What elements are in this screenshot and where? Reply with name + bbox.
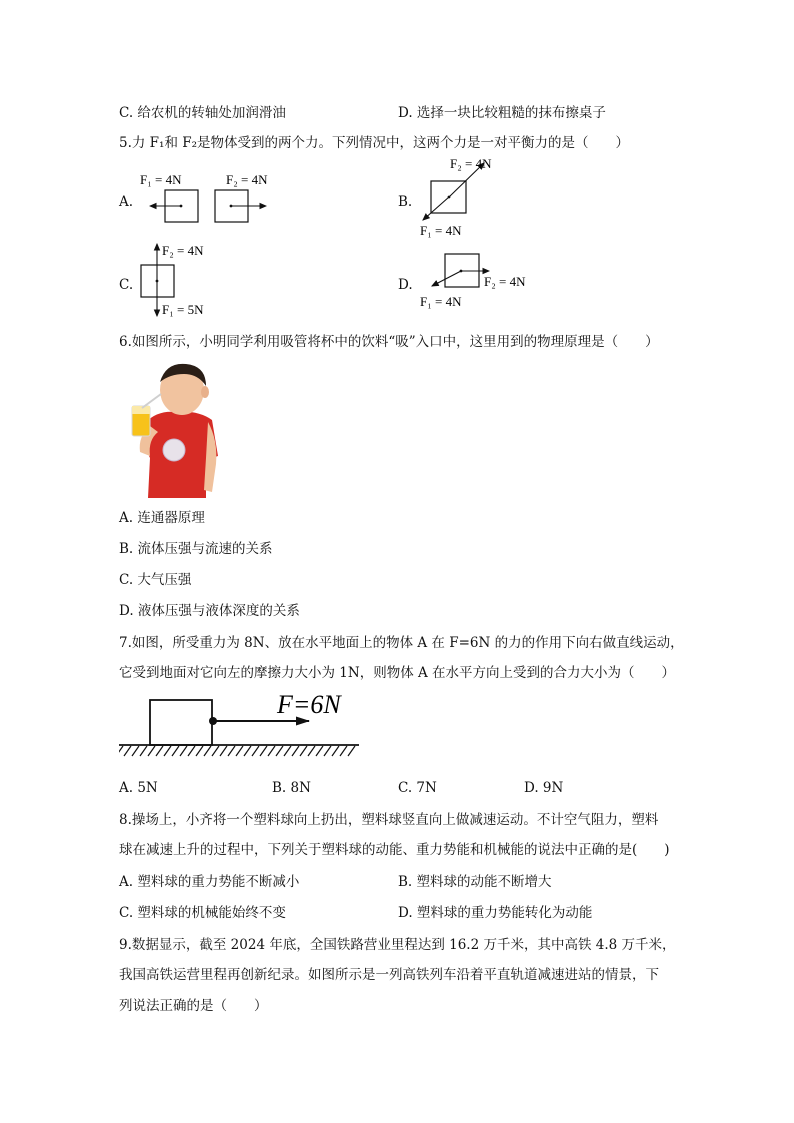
q5a-f1-label: F₁ = 4N (140, 172, 182, 187)
q5d-f2-label: F₂ = 4N (484, 274, 526, 289)
q5a-f2-label: F₂ = 4N (226, 172, 268, 187)
boy-drinking-juice-image (128, 360, 222, 500)
q7-stem-line2: 它受到地面对它向左的摩擦力大小为 1N，则物体 A 在水平方向上受到的合力大小为（ ） (119, 665, 676, 681)
q8-option-c: C. 塑料球的机械能始终不变 (119, 905, 286, 921)
q8-option-d: D. 塑料球的重力势能转化为动能 (398, 905, 593, 921)
q5b-f2-label: F₂ = 4N (450, 156, 492, 171)
q6-option-a: A. 连通器原理 (119, 510, 205, 526)
q8-stem-line2: 球在减速上升的过程中，下列关于塑料球的动能、重力势能和机械能的说法中正确的是( ) (119, 842, 670, 858)
q4-option-d: D. 选择一块比较粗糙的抹布擦桌子 (398, 105, 606, 121)
q5b-f1-label: F₁ = 4N (420, 223, 462, 238)
q5-option-a-letter: A. (119, 194, 134, 210)
q5c-f1-label: F₁ = 5N (162, 302, 204, 317)
q5-option-c-letter: C. (119, 277, 134, 293)
q7-option-a: A. 5N (119, 780, 158, 796)
q7-option-c: C. 7N (398, 780, 437, 796)
q5-option-b-letter: B. (398, 194, 413, 210)
q9-stem-line2: 我国高铁运营里程再创新纪录。如图所示是一列高铁列车沿着平直轨道减速进站的情景，下 (119, 967, 659, 983)
q7-stem-line1: 7.如图，所受重力为 8N、放在水平地面上的物体 A 在 F=6N 的力的作用下向右做直线运动， (119, 635, 684, 651)
q7-block-force-diagram (119, 686, 363, 766)
q5-stem: 5.力 F₁和 F₂是物体受到的两个力。下列情况中，这两个力是一对平衡力的是（ ） (119, 135, 630, 151)
q7-force-label: F=6N (277, 690, 341, 719)
q5-option-b-diagram (414, 154, 524, 240)
q5-option-a-diagram (138, 168, 278, 230)
q7-option-b: B. 8N (272, 780, 311, 796)
q9-stem-line1: 9.数据显示，截至 2024 年底，全国铁路营业里程达到 16.2 万千米，其中高铁 4.8 万千米， (119, 937, 676, 953)
q6-option-c: C. 大气压强 (119, 572, 192, 588)
q7-option-d: D. 9N (524, 780, 564, 796)
q6-option-b: B. 流体压强与流速的关系 (119, 541, 273, 557)
q5-option-d-diagram (414, 246, 544, 312)
q8-stem-line1: 8.操场上，小齐将一个塑料球向上扔出，塑料球竖直向上做减速运动。不计空气阻力，塑料 (119, 812, 659, 828)
q6-option-d: D. 液体压强与液体深度的关系 (119, 603, 300, 619)
q5-option-c-diagram (136, 240, 226, 320)
q9-stem-line3: 列说法正确的是（ ） (119, 998, 268, 1014)
q8-option-b: B. 塑料球的动能不断增大 (398, 874, 552, 890)
q5d-f1-label: F₁ = 4N (420, 294, 462, 309)
q4-option-c: C. 给农机的转轴处加润滑油 (119, 105, 286, 121)
q5-option-d-letter: D. (398, 277, 413, 293)
q5c-f2-label: F₂ = 4N (162, 243, 204, 258)
q6-stem: 6.如图所示，小明同学利用吸管将杯中的饮料“吸”入口中，这里用到的物理原理是（ ） (119, 334, 659, 350)
q8-option-a: A. 塑料球的重力势能不断减小 (119, 874, 300, 890)
